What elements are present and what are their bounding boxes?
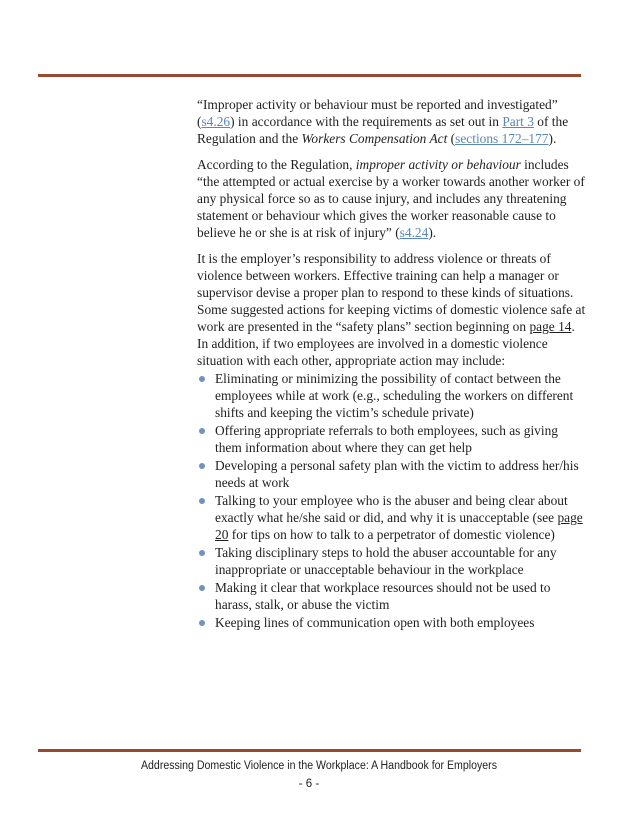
- list-item-text: Taking disciplinary steps to hold the abuser accountable for any inappropriate or unacceptable behaviour in the workplace: [215, 545, 557, 577]
- page-body: [197, 96, 587, 632]
- list-item-text: Developing a personal safety plan with the victim to address her/his needs at work: [215, 458, 579, 490]
- bullet-icon: [199, 428, 205, 434]
- list-item-text: Talking to your employee who is the abuser and being clear about exactly what he/she said or did, and why it is unacceptable (see: [215, 493, 568, 525]
- footer-title: Addressing Domestic Violence in the Workplace: A Handbook for Employers: [140, 760, 497, 772]
- link-page-14[interactable]: page 14: [529, 319, 572, 334]
- link-s4-26[interactable]: s4.26: [201, 114, 231, 129]
- text: “Improper activity or behaviour must be reported and investigated” (: [197, 97, 558, 129]
- list-item-text: Making it clear that workplace resources should not be used to harass, stalk, or abuse the victim: [215, 580, 551, 612]
- page-number: - 6 -: [298, 778, 320, 790]
- act-title: Workers Compensation Act: [301, 131, 448, 146]
- list-item: [197, 422, 587, 456]
- bullet-icon: [199, 550, 205, 556]
- link-s4-24[interactable]: s4.24: [399, 225, 429, 240]
- defined-term: improper activity or behaviour: [355, 157, 521, 172]
- bullet-icon: [199, 585, 205, 591]
- text: includes “the attempted or actual exercise by a worker towards another worker of any physical force so as to cause injury, and includes any threatening statement or behaviour which gives the worker reasonable cause to believe he or she is at risk of injury” (: [197, 157, 585, 240]
- list-item-text: Keeping lines of communication open with both employees: [215, 615, 535, 630]
- text: ) in accordance with the requirements as set out in: [230, 114, 503, 129]
- paragraph-responsibility: [197, 250, 587, 369]
- text: ).: [548, 131, 557, 146]
- bullet-icon: [199, 463, 205, 469]
- list-item-text: Offering appropriate referrals to both employees, such as giving them information about where they can get help: [215, 423, 558, 455]
- list-item-text: for tips on how to talk to a perpetrator of domestic violence): [228, 527, 555, 542]
- link-page-20[interactable]: page 20: [215, 510, 583, 542]
- text: (: [447, 131, 456, 146]
- text: of the Regulation and the: [197, 114, 569, 146]
- list-item: [197, 544, 587, 578]
- list-item: [197, 614, 587, 631]
- text: According to the Regulation,: [197, 157, 356, 172]
- list-item: [197, 370, 587, 421]
- text: It is the employer’s responsibility to address violence or threats of violence between workers. Effective training can help a manager or supervisor devise a proper plan to respond to these kinds of situations. Some suggested actions for keeping victims of domestic violence safe at work are presented in the “safety plans” section beginning on: [197, 251, 586, 334]
- footer-rule: [38, 749, 581, 752]
- action-list: [197, 370, 587, 631]
- header-rule: [38, 74, 581, 77]
- list-item: [197, 457, 587, 491]
- list-item: [197, 492, 587, 543]
- link-part-3[interactable]: Part 3: [502, 114, 534, 129]
- paragraph-reporting: [197, 96, 587, 147]
- bullet-icon: [199, 498, 205, 504]
- text: ).: [428, 225, 437, 240]
- list-item: [197, 579, 587, 613]
- bullet-icon: [199, 620, 205, 626]
- paragraph-definition: [197, 156, 587, 241]
- text: . In addition, if two employees are involved in a domestic violence situation with each other, appropriate action may include:: [197, 319, 575, 368]
- link-sections-172-177[interactable]: sections 172–177: [455, 131, 549, 146]
- list-item-text: Eliminating or minimizing the possibility of contact between the employees while at work (e.g., scheduling the workers on different shifts and keeping the victim’s schedule private): [215, 371, 574, 420]
- bullet-icon: [199, 376, 205, 382]
